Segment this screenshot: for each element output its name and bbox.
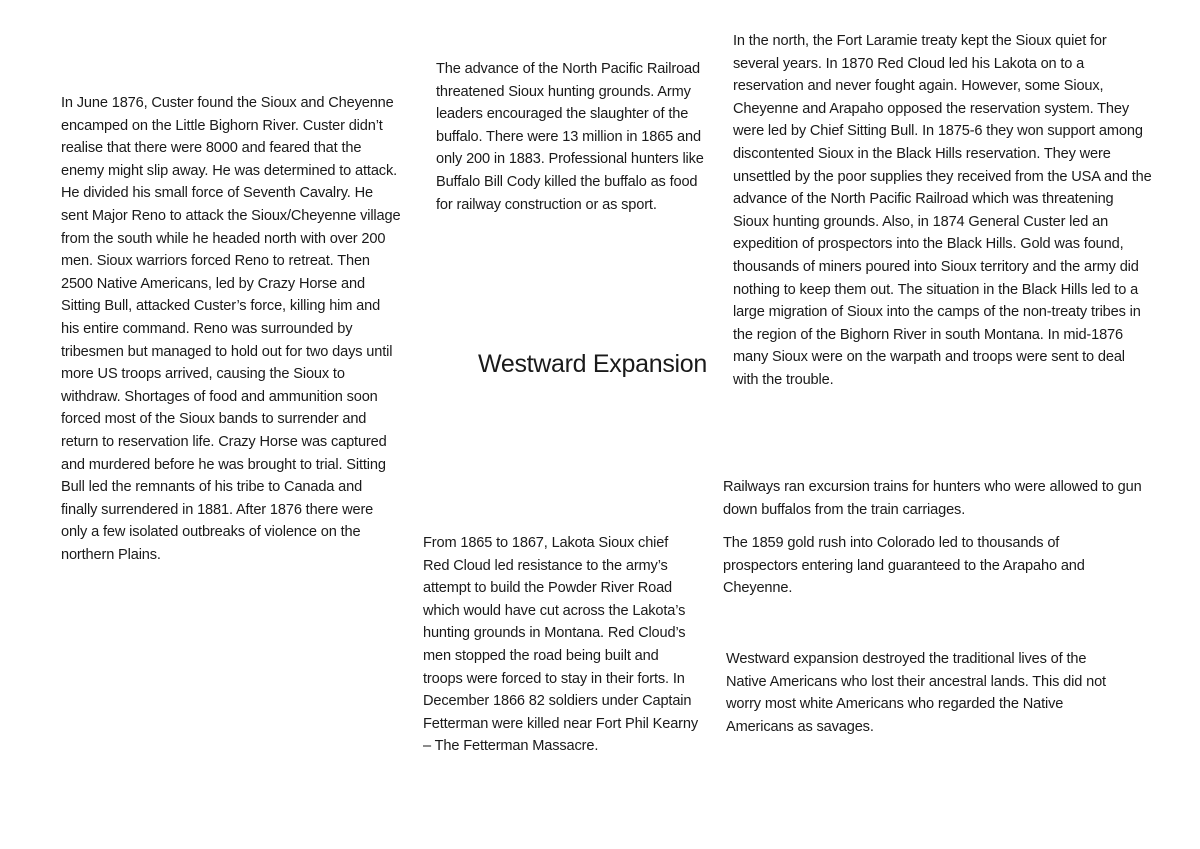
text-block-north-pacific-railroad: The advance of the North Pacific Railroad threatened Sioux hunting grounds. Army leaders encouraged the slaughter of the buffalo. There were 13 million in 1865 and only 200 in 1883. Professional hunters like Buffalo Bill Cody killed the buffalo as food for railway construction or as sport.: [436, 61, 704, 213]
text-block-red-cloud-war: From 1865 to 1867, Lakota Sioux chief Red Cloud led resistance to the army’s attempt to build the Powder River Road which would have cut across the Lakota’s hunting grounds in Montana. Red Cloud’s men stopped the road being built and troops were forced to stay in their forts. In December 1866 82 soldiers under Captain Fetterman were killed near Fort Phil Kearny – The Fetterman Massacre.: [423, 535, 699, 755]
text-block-fort-laramie-treaty: In the north, the Fort Laramie treaty kept the Sioux quiet for several years. In 1870 Red Cloud led his Lakota on to a reservation and never fought again. However, some Sioux, Cheyenne and Arapaho opposed the reservation system. They were led by Chief Sitting Bull. In 1875-6 they won support among discontented Sioux in the Black Hills reservation. They were unsettled by the poor supplies they received from the USA and the advance of the North Pacific Railroad which was threatening Sioux hunting grounds. Also, in 1874 General Custer led an expedition of prospectors into the Black Hills. Gold was found, thousands of miners poured into Sioux territory and the army did nothing to keep them out. The situation in the Black Hills led to a large migration of Sioux into the camps of the non-treaty tribes in the region of the Bighorn River in south Montana. In mid-1876 many Sioux were on the warpath and troops were sent to deal with the trouble.: [733, 33, 1152, 388]
text-block-colorado-gold-rush: The 1859 gold rush into Colorado led to thousands of prospectors entering land guaranteed to the Arapaho and Cheyenne.: [723, 535, 1085, 597]
text-block-traditional-lives: Westward expansion destroyed the traditional lives of the Native Americans who lost their ancestral lands. This did not worry most white Americans who regarded the Native Americans as savages.: [726, 651, 1106, 735]
page-title: Westward Expansion: [478, 350, 707, 378]
text-block-excursion-trains: Railways ran excursion trains for hunters who were allowed to gun down buffalos from the train carriages.: [723, 479, 1142, 518]
text-block-little-bighorn: In June 1876, Custer found the Sioux and Cheyenne encamped on the Little Bighorn River. Custer didn’t realise that there were 8000 and feared that the enemy might slip away. He was determined to attack. He divided his small force of Seventh Cavalry. He sent Major Reno to attack the Sioux/Cheyenne village from the south while he headed north with over 200 men. Sioux warriors forced Reno to retreat. Then 2500 Native Americans, led by Crazy Horse and Sitting Bull, attacked Custer’s force, killing him and his entire command. Reno was surrounded by tribesmen but managed to hold out for two days until more US troops arrived, causing the Sioux to withdraw. Shortages of food and ammunition soon forced most of the Sioux bands to surrender and return to reservation life. Crazy Horse was captured and murdered before he was brought to trial. Sitting Bull led the remnants of his tribe to Canada and finally surrendered in 1881. After 1876 there were only a few isolated outbreaks of violence on the northern Plains.: [61, 95, 401, 563]
